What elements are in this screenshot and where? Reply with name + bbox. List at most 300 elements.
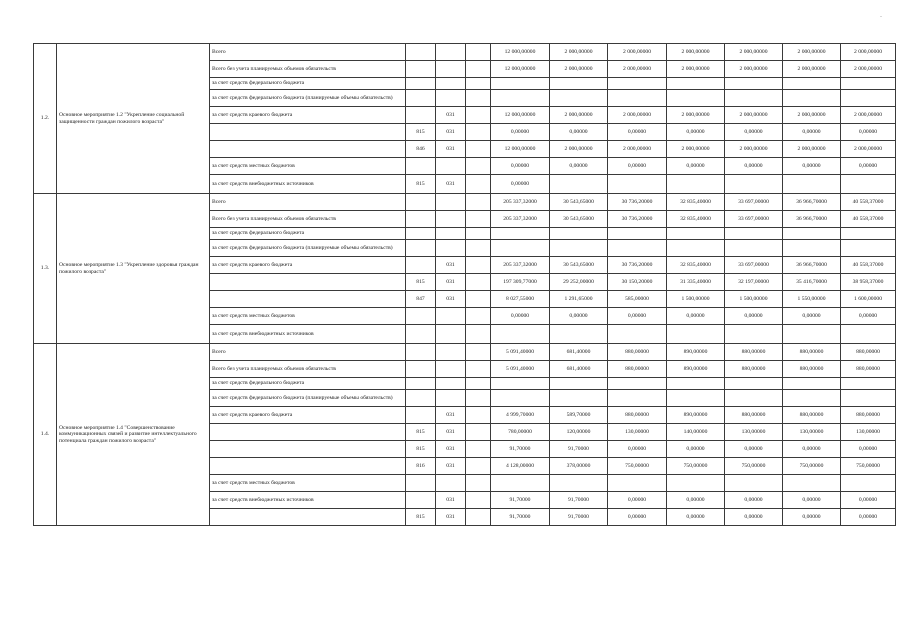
value-cell bbox=[667, 175, 725, 194]
value-cell: 40 558,37000 bbox=[841, 194, 896, 211]
value-cell bbox=[783, 325, 841, 344]
code-cell bbox=[406, 107, 436, 124]
value-cell: 0,00000 bbox=[841, 509, 896, 526]
value-cell: 2 000,00000 bbox=[841, 61, 896, 78]
code-cell: 031 bbox=[436, 291, 466, 308]
code-cell bbox=[406, 228, 436, 240]
funding-source-label bbox=[210, 424, 406, 441]
value-cell bbox=[783, 378, 841, 390]
value-cell: 880,00000 bbox=[608, 407, 667, 424]
funding-source-label: Всего без учета планируемых объемов обязательств bbox=[210, 211, 406, 228]
value-cell bbox=[550, 378, 608, 390]
value-cell: 880,00000 bbox=[608, 361, 667, 378]
value-cell: 130,00000 bbox=[783, 424, 841, 441]
code-cell: 815 bbox=[406, 424, 436, 441]
code-cell: 031 bbox=[436, 458, 466, 475]
value-cell: 1 600,00000 bbox=[841, 291, 896, 308]
value-cell bbox=[550, 390, 608, 407]
value-cell bbox=[491, 78, 550, 90]
code-cell bbox=[406, 407, 436, 424]
value-cell: 750,00000 bbox=[841, 458, 896, 475]
value-cell: 2 000,00000 bbox=[783, 141, 841, 158]
value-cell: 681,40000 bbox=[550, 344, 608, 361]
value-cell: 30 736,20000 bbox=[608, 194, 667, 211]
funding-source-label: за счет средств краевого бюджета bbox=[210, 257, 406, 274]
value-cell bbox=[491, 90, 550, 107]
value-cell bbox=[667, 390, 725, 407]
value-cell: 0,00000 bbox=[667, 158, 725, 175]
value-cell bbox=[608, 240, 667, 257]
value-cell: 2 000,00000 bbox=[725, 44, 783, 61]
value-cell bbox=[550, 475, 608, 492]
value-cell bbox=[841, 240, 896, 257]
value-cell: 2 000,00000 bbox=[783, 44, 841, 61]
value-cell: 0,00000 bbox=[725, 441, 783, 458]
value-cell: 0,00000 bbox=[841, 492, 896, 509]
value-cell: 40 558,37000 bbox=[841, 257, 896, 274]
value-cell: 0,00000 bbox=[667, 492, 725, 509]
value-cell bbox=[550, 228, 608, 240]
empty-cell bbox=[466, 141, 491, 158]
code-cell: 031 bbox=[436, 141, 466, 158]
code-cell bbox=[436, 194, 466, 211]
value-cell: 31 335,40000 bbox=[667, 274, 725, 291]
funding-source-label: за счет средств федерального бюджета (планируемые объемы обязательств) bbox=[210, 390, 406, 407]
empty-cell bbox=[466, 308, 491, 325]
code-cell: 031 bbox=[436, 107, 466, 124]
funding-source-label bbox=[210, 124, 406, 141]
code-cell bbox=[406, 158, 436, 175]
code-cell bbox=[406, 390, 436, 407]
value-cell bbox=[667, 78, 725, 90]
empty-cell bbox=[466, 441, 491, 458]
value-cell: 0,00000 bbox=[841, 158, 896, 175]
value-cell bbox=[667, 325, 725, 344]
value-cell: 880,00000 bbox=[725, 407, 783, 424]
value-cell: 140,00000 bbox=[667, 424, 725, 441]
value-cell: 91,70000 bbox=[550, 492, 608, 509]
funding-source-label: Всего bbox=[210, 44, 406, 61]
value-cell: 120,00000 bbox=[550, 424, 608, 441]
empty-cell bbox=[466, 492, 491, 509]
code-cell bbox=[436, 378, 466, 390]
value-cell: 2 000,00000 bbox=[841, 107, 896, 124]
value-cell: 2 000,00000 bbox=[725, 61, 783, 78]
value-cell: 30 543,65000 bbox=[550, 257, 608, 274]
value-cell: 36 966,70000 bbox=[783, 211, 841, 228]
value-cell: 30 543,65000 bbox=[550, 211, 608, 228]
value-cell: 0,00000 bbox=[725, 308, 783, 325]
value-cell bbox=[491, 378, 550, 390]
value-cell: 2 000,00000 bbox=[550, 61, 608, 78]
value-cell: 2 000,00000 bbox=[608, 141, 667, 158]
code-cell bbox=[406, 257, 436, 274]
value-cell bbox=[725, 90, 783, 107]
value-cell bbox=[550, 90, 608, 107]
value-cell bbox=[841, 475, 896, 492]
value-cell: 890,00000 bbox=[667, 407, 725, 424]
empty-cell bbox=[466, 124, 491, 141]
empty-cell bbox=[466, 240, 491, 257]
value-cell: 880,00000 bbox=[608, 344, 667, 361]
value-cell bbox=[841, 90, 896, 107]
code-cell bbox=[436, 240, 466, 257]
empty-cell bbox=[466, 78, 491, 90]
section-index: 1.4. bbox=[34, 344, 57, 526]
value-cell: 2 000,00000 bbox=[608, 61, 667, 78]
funding-source-label bbox=[210, 458, 406, 475]
code-cell bbox=[406, 378, 436, 390]
empty-cell bbox=[466, 390, 491, 407]
funding-source-label: за счет средств местных бюджетов bbox=[210, 308, 406, 325]
value-cell: 2 000,00000 bbox=[841, 141, 896, 158]
value-cell bbox=[725, 390, 783, 407]
code-cell: 031 bbox=[436, 175, 466, 194]
value-cell: 0,00000 bbox=[667, 308, 725, 325]
value-cell: 12 000,00000 bbox=[491, 141, 550, 158]
budget-table bbox=[33, 43, 896, 526]
value-cell: 589,70000 bbox=[550, 407, 608, 424]
funding-source-label bbox=[210, 141, 406, 158]
value-cell: 12 000,00000 bbox=[491, 44, 550, 61]
value-cell: 880,00000 bbox=[783, 361, 841, 378]
code-cell: 815 bbox=[406, 274, 436, 291]
value-cell: 8 027,55000 bbox=[491, 291, 550, 308]
value-cell bbox=[725, 325, 783, 344]
value-cell: 750,00000 bbox=[608, 458, 667, 475]
value-cell bbox=[841, 390, 896, 407]
code-cell bbox=[406, 61, 436, 78]
value-cell bbox=[725, 228, 783, 240]
value-cell: 1 500,00000 bbox=[725, 291, 783, 308]
value-cell: 205 337,32000 bbox=[491, 211, 550, 228]
value-cell: 2 000,00000 bbox=[667, 61, 725, 78]
code-cell: 031 bbox=[436, 257, 466, 274]
code-cell bbox=[406, 492, 436, 509]
value-cell: 0,00000 bbox=[783, 158, 841, 175]
value-cell bbox=[491, 325, 550, 344]
code-cell: 031 bbox=[436, 274, 466, 291]
value-cell: 36 966,70000 bbox=[783, 257, 841, 274]
empty-cell bbox=[466, 61, 491, 78]
funding-source-label bbox=[210, 274, 406, 291]
value-cell: 880,00000 bbox=[783, 407, 841, 424]
value-cell bbox=[550, 325, 608, 344]
code-cell bbox=[406, 361, 436, 378]
table-row bbox=[34, 194, 896, 211]
section-name: Основное мероприятие 1.4 "Совершенствование коммуникационных связей и развитие интеллектуального потенциала граждан пожилого возраста" bbox=[57, 344, 210, 526]
value-cell: 197 309,77000 bbox=[491, 274, 550, 291]
value-cell: 205 337,32000 bbox=[491, 257, 550, 274]
code-cell: 031 bbox=[436, 492, 466, 509]
value-cell: 130,00000 bbox=[608, 424, 667, 441]
empty-cell bbox=[466, 458, 491, 475]
value-cell: 30 150,20000 bbox=[608, 274, 667, 291]
value-cell: 0,00000 bbox=[783, 509, 841, 526]
funding-source-label: за счет средств федерального бюджета bbox=[210, 378, 406, 390]
value-cell: 0,00000 bbox=[608, 308, 667, 325]
funding-source-label: Всего без учета планируемых объемов обязательств bbox=[210, 61, 406, 78]
value-cell: 750,00000 bbox=[725, 458, 783, 475]
value-cell bbox=[550, 175, 608, 194]
value-cell bbox=[608, 90, 667, 107]
value-cell: 2 000,00000 bbox=[841, 44, 896, 61]
table-row bbox=[34, 344, 896, 361]
value-cell bbox=[783, 240, 841, 257]
value-cell: 1 550,00000 bbox=[783, 291, 841, 308]
value-cell bbox=[491, 240, 550, 257]
value-cell: 130,00000 bbox=[841, 424, 896, 441]
value-cell bbox=[783, 175, 841, 194]
value-cell bbox=[667, 475, 725, 492]
page-mark: - bbox=[880, 14, 882, 20]
value-cell: 0,00000 bbox=[667, 124, 725, 141]
code-cell: 815 bbox=[406, 441, 436, 458]
value-cell: 2 000,00000 bbox=[608, 107, 667, 124]
value-cell: 2 000,00000 bbox=[667, 44, 725, 61]
value-cell bbox=[725, 475, 783, 492]
code-cell: 031 bbox=[436, 424, 466, 441]
value-cell bbox=[608, 228, 667, 240]
value-cell bbox=[667, 240, 725, 257]
value-cell: 30 543,65000 bbox=[550, 194, 608, 211]
value-cell: 0,00000 bbox=[725, 158, 783, 175]
code-cell bbox=[436, 308, 466, 325]
value-cell: 2 000,00000 bbox=[550, 44, 608, 61]
value-cell bbox=[491, 390, 550, 407]
value-cell bbox=[725, 175, 783, 194]
section-index: 1.3. bbox=[34, 194, 57, 344]
value-cell: 0,00000 bbox=[841, 441, 896, 458]
empty-cell bbox=[466, 194, 491, 211]
code-cell bbox=[436, 78, 466, 90]
value-cell: 2 000,00000 bbox=[725, 141, 783, 158]
value-cell bbox=[841, 325, 896, 344]
code-cell bbox=[406, 78, 436, 90]
empty-cell bbox=[466, 291, 491, 308]
empty-cell bbox=[466, 407, 491, 424]
code-cell bbox=[436, 44, 466, 61]
value-cell: 0,00000 bbox=[550, 308, 608, 325]
code-cell bbox=[436, 475, 466, 492]
code-cell bbox=[406, 344, 436, 361]
code-cell bbox=[406, 240, 436, 257]
value-cell: 91,70000 bbox=[550, 509, 608, 526]
value-cell: 33 697,00000 bbox=[725, 194, 783, 211]
code-cell bbox=[436, 158, 466, 175]
value-cell bbox=[667, 90, 725, 107]
value-cell bbox=[608, 175, 667, 194]
value-cell: 91,70000 bbox=[491, 492, 550, 509]
empty-cell bbox=[466, 158, 491, 175]
code-cell bbox=[436, 325, 466, 344]
value-cell: 750,00000 bbox=[667, 458, 725, 475]
value-cell: 0,00000 bbox=[783, 308, 841, 325]
value-cell: 4 999,70000 bbox=[491, 407, 550, 424]
code-cell: 031 bbox=[436, 407, 466, 424]
empty-cell bbox=[466, 378, 491, 390]
funding-source-label: за счет средств краевого бюджета bbox=[210, 107, 406, 124]
value-cell: 32 835,40000 bbox=[667, 194, 725, 211]
value-cell: 0,00000 bbox=[667, 441, 725, 458]
value-cell: 0,00000 bbox=[841, 308, 896, 325]
code-cell bbox=[406, 211, 436, 228]
funding-source-label: за счет средств федерального бюджета (планируемые объемы обязательств) bbox=[210, 240, 406, 257]
value-cell: 2 000,00000 bbox=[725, 107, 783, 124]
code-cell bbox=[436, 344, 466, 361]
funding-source-label: за счет средств внебюджетных источников bbox=[210, 492, 406, 509]
value-cell bbox=[725, 378, 783, 390]
code-cell bbox=[406, 308, 436, 325]
value-cell bbox=[608, 475, 667, 492]
value-cell: 32 197,00000 bbox=[725, 274, 783, 291]
code-cell bbox=[436, 361, 466, 378]
section-name: Основное мероприятие 1.2 "Укрепление социальной защищенности граждан пожилого возраста" bbox=[57, 44, 210, 194]
value-cell: 2 000,00000 bbox=[667, 107, 725, 124]
funding-source-label bbox=[210, 509, 406, 526]
value-cell: 0,00000 bbox=[491, 308, 550, 325]
value-cell bbox=[608, 325, 667, 344]
value-cell bbox=[841, 228, 896, 240]
value-cell bbox=[491, 475, 550, 492]
section-name: Основное мероприятие 1.3 "Укрепление здоровья граждан пожилого возраста" bbox=[57, 194, 210, 344]
value-cell: 38 958,37000 bbox=[841, 274, 896, 291]
code-cell bbox=[436, 228, 466, 240]
value-cell: 0,00000 bbox=[608, 124, 667, 141]
value-cell bbox=[725, 78, 783, 90]
empty-cell bbox=[466, 344, 491, 361]
funding-source-label: Всего bbox=[210, 194, 406, 211]
value-cell: 30 736,20000 bbox=[608, 257, 667, 274]
value-cell bbox=[608, 390, 667, 407]
code-cell: 815 bbox=[406, 175, 436, 194]
value-cell: 2 000,00000 bbox=[667, 141, 725, 158]
table-row bbox=[34, 44, 896, 61]
code-cell: 815 bbox=[406, 124, 436, 141]
value-cell: 40 558,37000 bbox=[841, 211, 896, 228]
funding-source-label: за счет средств местных бюджетов bbox=[210, 158, 406, 175]
value-cell: 33 697,00000 bbox=[725, 257, 783, 274]
value-cell: 0,00000 bbox=[783, 492, 841, 509]
value-cell: 0,00000 bbox=[550, 158, 608, 175]
value-cell: 0,00000 bbox=[491, 158, 550, 175]
value-cell: 12 000,00000 bbox=[491, 107, 550, 124]
empty-cell bbox=[466, 90, 491, 107]
value-cell: 0,00000 bbox=[491, 175, 550, 194]
code-cell: 846 bbox=[406, 141, 436, 158]
value-cell: 780,00000 bbox=[491, 424, 550, 441]
value-cell bbox=[667, 378, 725, 390]
value-cell: 0,00000 bbox=[608, 441, 667, 458]
value-cell: 880,00000 bbox=[725, 361, 783, 378]
code-cell: 816 bbox=[406, 458, 436, 475]
value-cell: 2 000,00000 bbox=[550, 141, 608, 158]
value-cell bbox=[550, 240, 608, 257]
value-cell: 33 697,00000 bbox=[725, 211, 783, 228]
value-cell: 0,00000 bbox=[608, 509, 667, 526]
value-cell: 32 835,40000 bbox=[667, 257, 725, 274]
value-cell: 36 966,70000 bbox=[783, 194, 841, 211]
empty-cell bbox=[466, 274, 491, 291]
code-cell: 031 bbox=[436, 441, 466, 458]
value-cell: 0,00000 bbox=[783, 124, 841, 141]
code-cell bbox=[406, 90, 436, 107]
value-cell bbox=[841, 78, 896, 90]
empty-cell bbox=[466, 44, 491, 61]
empty-cell bbox=[466, 325, 491, 344]
value-cell: 35 416,70000 bbox=[783, 274, 841, 291]
value-cell: 0,00000 bbox=[608, 492, 667, 509]
value-cell: 0,00000 bbox=[491, 124, 550, 141]
value-cell: 29 252,00000 bbox=[550, 274, 608, 291]
code-cell: 031 bbox=[436, 509, 466, 526]
value-cell bbox=[608, 378, 667, 390]
value-cell bbox=[783, 228, 841, 240]
value-cell bbox=[783, 475, 841, 492]
code-cell bbox=[436, 211, 466, 228]
value-cell: 91,70000 bbox=[491, 509, 550, 526]
value-cell: 2 000,00000 bbox=[550, 107, 608, 124]
code-cell bbox=[406, 325, 436, 344]
funding-source-label: за счет средств федерального бюджета bbox=[210, 228, 406, 240]
value-cell: 5 091,40000 bbox=[491, 361, 550, 378]
value-cell: 890,00000 bbox=[667, 344, 725, 361]
value-cell: 4 128,00000 bbox=[491, 458, 550, 475]
funding-source-label: за счет средств внебюджетных источников bbox=[210, 325, 406, 344]
value-cell: 0,00000 bbox=[725, 509, 783, 526]
value-cell: 205 337,32000 bbox=[491, 194, 550, 211]
value-cell: 681,40000 bbox=[550, 361, 608, 378]
value-cell: 0,00000 bbox=[725, 492, 783, 509]
funding-source-label bbox=[210, 291, 406, 308]
value-cell bbox=[725, 240, 783, 257]
value-cell: 2 000,00000 bbox=[783, 61, 841, 78]
funding-source-label: Всего без учета планируемых объемов обязательств bbox=[210, 361, 406, 378]
value-cell: 0,00000 bbox=[841, 124, 896, 141]
funding-source-label: за счет средств местных бюджетов bbox=[210, 475, 406, 492]
value-cell: 1 500,00000 bbox=[667, 291, 725, 308]
empty-cell bbox=[466, 175, 491, 194]
code-cell: 847 bbox=[406, 291, 436, 308]
code-cell bbox=[436, 61, 466, 78]
value-cell: 880,00000 bbox=[725, 344, 783, 361]
value-cell: 30 736,20000 bbox=[608, 211, 667, 228]
value-cell: 0,00000 bbox=[667, 509, 725, 526]
value-cell: 880,00000 bbox=[841, 344, 896, 361]
value-cell: 0,00000 bbox=[608, 158, 667, 175]
value-cell: 1 291,65000 bbox=[550, 291, 608, 308]
value-cell: 378,00000 bbox=[550, 458, 608, 475]
value-cell: 32 835,40000 bbox=[667, 211, 725, 228]
budget-table-body bbox=[34, 44, 896, 526]
funding-source-label: за счет средств федерального бюджета bbox=[210, 78, 406, 90]
value-cell: 880,00000 bbox=[783, 344, 841, 361]
value-cell bbox=[608, 78, 667, 90]
funding-source-label: за счет средств федерального бюджета (планируемые объемы обязательств) bbox=[210, 90, 406, 107]
empty-cell bbox=[466, 211, 491, 228]
empty-cell bbox=[466, 361, 491, 378]
code-cell bbox=[436, 390, 466, 407]
value-cell bbox=[783, 90, 841, 107]
code-cell: 815 bbox=[406, 509, 436, 526]
value-cell bbox=[841, 378, 896, 390]
funding-source-label: за счет средств внебюджетных источников bbox=[210, 175, 406, 194]
value-cell bbox=[841, 175, 896, 194]
value-cell bbox=[550, 78, 608, 90]
value-cell bbox=[491, 228, 550, 240]
value-cell: 585,00000 bbox=[608, 291, 667, 308]
value-cell: 0,00000 bbox=[550, 124, 608, 141]
